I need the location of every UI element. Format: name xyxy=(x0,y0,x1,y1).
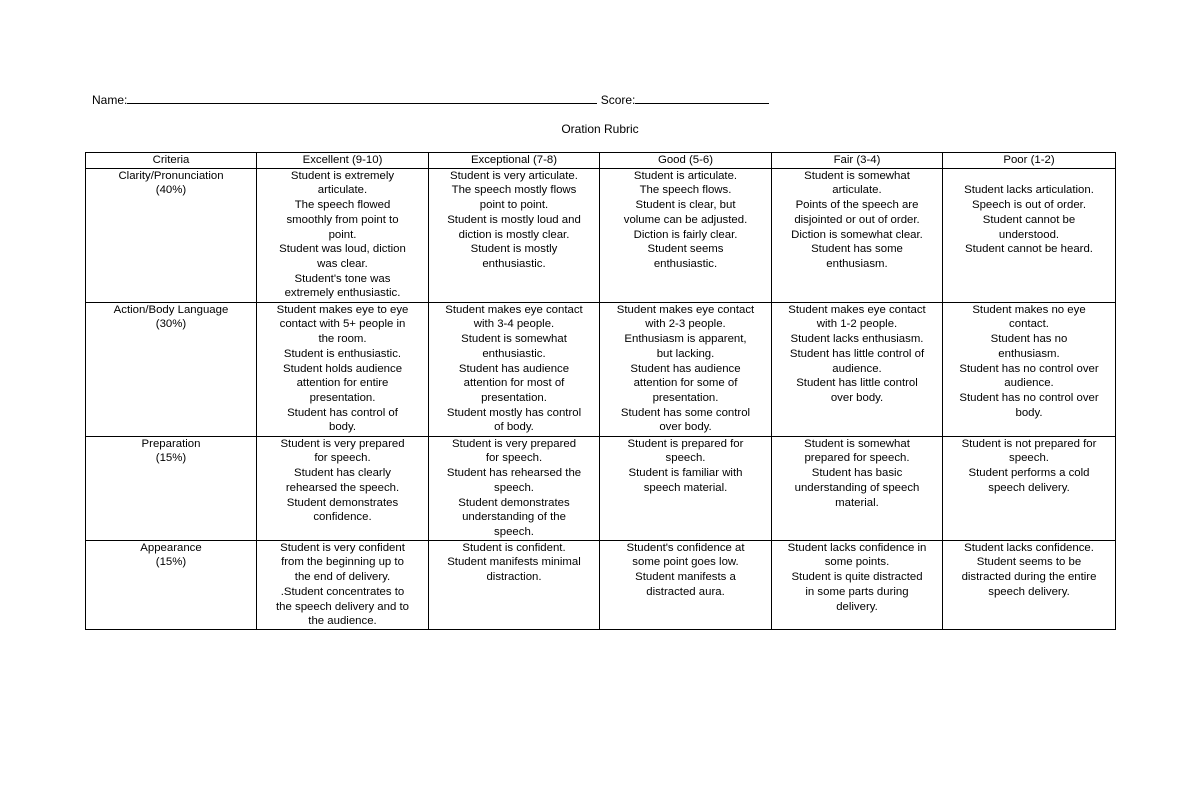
rubric-cell: Student is articulate. The speech flows. Student is clear, but volume can be adjusted. Diction is fairly clear. Student seems enthusiastic. xyxy=(600,168,772,302)
header-line xyxy=(92,92,769,107)
name-blank[interactable] xyxy=(127,92,597,104)
rubric-cell: Student lacks confidence. Student seems to be distracted during the entire speech delivery. xyxy=(943,540,1116,629)
rubric-cell: Student lacks articulation. Speech is out of order. Student cannot be understood. Student cannot be heard. xyxy=(943,168,1116,302)
score-blank[interactable] xyxy=(635,92,769,104)
rubric-cell: Student makes eye contact with 3-4 people. Student is somewhat enthusiastic. Student has audience attention for most of presentation. Student mostly has control of body. xyxy=(429,302,600,436)
rubric-cell: Student lacks confidence in some points. Student is quite distracted in some parts during delivery. xyxy=(772,540,943,629)
rubric-cell: Student is confident. Student manifests minimal distraction. xyxy=(429,540,600,629)
rubric-cell: Student is very prepared for speech. Student has rehearsed the speech. Student demonstrates understanding of the speech. xyxy=(429,436,600,540)
rubric-cell: Student is very articulate. The speech mostly flows point to point. Student is mostly loud and diction is mostly clear. Student is mostly enthusiastic. xyxy=(429,168,600,302)
rubric-cell: Student makes eye to eye contact with 5+ people in the room. Student is enthusiastic. Student holds audience attention for entire presentation. Student has control of body. xyxy=(257,302,429,436)
rubric-cell: Student is very confident from the beginning up to the end of delivery. .Student concentrates to the speech delivery and to the audience. xyxy=(257,540,429,629)
score-label: Score: xyxy=(600,93,636,107)
column-header-poor: Poor (1-2) xyxy=(943,153,1116,169)
rubric-cell: Student is extremely articulate. The speech flowed smoothly from point to point. Student was loud, diction was clear. Student's tone was extremely enthusiastic. xyxy=(257,168,429,302)
criteria-cell: Clarity/Pronunciation (40%) xyxy=(86,168,257,302)
table-header-row xyxy=(86,153,1116,169)
column-header-good: Good (5-6) xyxy=(600,153,772,169)
table-row xyxy=(86,540,1116,629)
table-row xyxy=(86,302,1116,436)
rubric-cell: Student makes eye contact with 2-3 people. Enthusiasm is apparent, but lacking. Student has audience attention for some of presentation. Student has some control over body. xyxy=(600,302,772,436)
criteria-cell: Appearance (15%) xyxy=(86,540,257,629)
column-header-fair: Fair (3-4) xyxy=(772,153,943,169)
rubric-cell: Student is somewhat prepared for speech. Student has basic understanding of speech material. xyxy=(772,436,943,540)
column-header-excellent: Excellent (9-10) xyxy=(257,153,429,169)
rubric-cell: Student's confidence at some point goes low. Student manifests a distracted aura. xyxy=(600,540,772,629)
document-title: Oration Rubric xyxy=(561,122,639,136)
table-row xyxy=(86,168,1116,302)
criteria-cell: Preparation (15%) xyxy=(86,436,257,540)
column-header-criteria: Criteria xyxy=(86,153,257,169)
name-label: Name: xyxy=(92,93,128,107)
rubric-table xyxy=(85,152,1116,630)
rubric-cell: Student is prepared for speech. Student is familiar with speech material. xyxy=(600,436,772,540)
rubric-cell: Student makes eye contact with 1-2 people. Student lacks enthusiasm. Student has little control of audience. Student has little control over body. xyxy=(772,302,943,436)
rubric-cell: Student makes no eye contact. Student has no enthusiasm. Student has no control over audience. Student has no control over body. xyxy=(943,302,1116,436)
rubric-cell: Student is somewhat articulate. Points of the speech are disjointed or out of order. Diction is somewhat clear. Student has some enthusiasm. xyxy=(772,168,943,302)
criteria-cell: Action/Body Language (30%) xyxy=(86,302,257,436)
rubric-cell: Student is not prepared for speech. Student performs a cold speech delivery. xyxy=(943,436,1116,540)
column-header-exceptional: Exceptional (7-8) xyxy=(429,153,600,169)
table-row xyxy=(86,436,1116,540)
rubric-cell: Student is very prepared for speech. Student has clearly rehearsed the speech. Student demonstrates confidence. xyxy=(257,436,429,540)
